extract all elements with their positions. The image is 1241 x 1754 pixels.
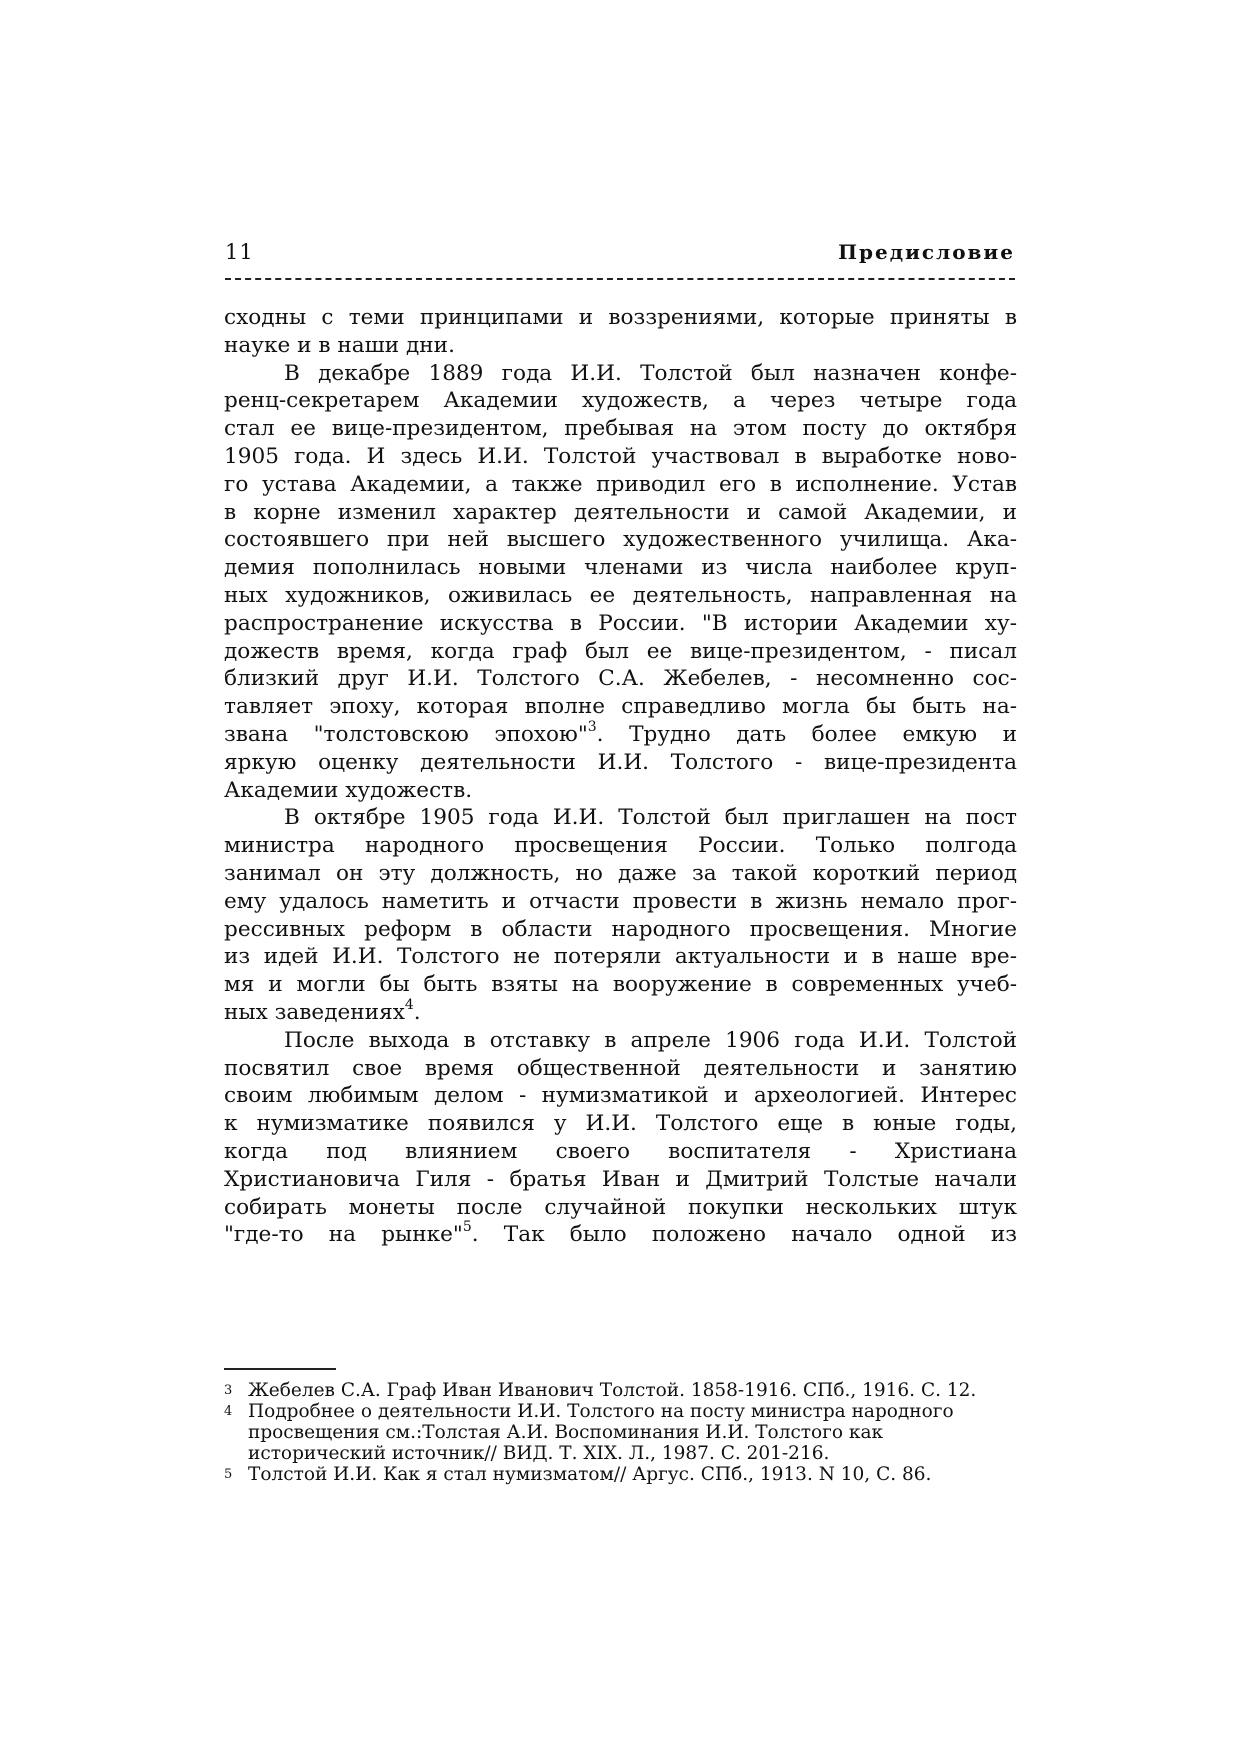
text-segment: . Так было положено начало одной из — [471, 1222, 1017, 1248]
footnote-text: Подробнее о деятельности И.И. Толстого на посту министра народного просвещения см.:Толстая А.И. Воспоминания И.И. Толстого как исторический источник// ВИД. Т. XIX. Л., 1987. С. 201-216. — [248, 1401, 954, 1464]
footnote-text: Толстой И.И. Как я стал нумизматом// Аргус. СПб., 1913. N 10, С. 86. — [248, 1464, 932, 1485]
text-line: тавляет эпоху, которая вполне справедливо могла бы быть на- — [224, 694, 1017, 720]
text-line: го устава Академии, а также приводил его в исполнение. Устав — [224, 471, 1017, 497]
text-line: дожеств время, когда граф был ее вице-президентом, - писал — [224, 638, 1017, 664]
page-number: 11 — [225, 240, 254, 264]
text-line: демия пополнилась новыми членами из числа наиболее круп- — [224, 555, 1017, 581]
text-line: ренц-секретарем Академии художеств, а через четыре года — [224, 388, 1017, 414]
text-line: После выхода в отставку в апреле 1906 года И.И. Толстой — [284, 1027, 1017, 1053]
footnote-mark: 3 — [224, 1383, 233, 1398]
text-segment: "где-то на рынке" — [224, 1222, 463, 1248]
footnote-ref-4: 4 — [404, 996, 414, 1013]
text-line: занимал он эту должность, но даже за такой короткий период — [224, 860, 1017, 886]
text-line: в корне изменил характер деятельности и самой Академии, и — [224, 499, 1017, 525]
text-line: яркую оценку деятельности И.И. Толстого - вице-президента — [224, 749, 1017, 775]
text-line: когда под влиянием своего воспитателя - Христиана — [224, 1138, 1017, 1164]
running-head — [225, 240, 1015, 270]
text-line: ных художников, оживилась ее деятельность, направленная на — [224, 582, 1017, 608]
footnote-divider — [224, 1368, 336, 1370]
text-line: близкий друг И.И. Толстого С.А. Жебелев, - несомненно сос- — [224, 666, 1017, 692]
text-line: ему удалось наметить и отчасти провести в жизнь немало прог- — [224, 888, 1017, 914]
text-line: 1905 года. И здесь И.И. Толстой участвовал в выработке ново- — [224, 443, 1017, 469]
footnote-mark: 5 — [224, 1467, 233, 1482]
text-line: Христиановича Гиля - братья Иван и Дмитрий Толстые начали — [224, 1166, 1017, 1192]
text-line: науке и в наши дни. — [224, 332, 455, 358]
text-line-with-footnote-ref — [224, 1221, 1017, 1249]
text-line-with-footnote-ref — [224, 996, 1017, 1027]
text-segment: ных заведениях — [224, 999, 405, 1025]
footnote-4 — [224, 1401, 1017, 1464]
footnote-5 — [224, 1464, 1017, 1485]
text-line: В декабре 1889 года И.И. Толстой был назначен конфе- — [284, 360, 1017, 386]
text-line: к нумизматике появился у И.И. Толстого еще в юные годы, — [224, 1111, 1017, 1137]
text-line: своим любимым делом - нумизматикой и археологией. Интерес — [224, 1083, 1017, 1109]
footnote-mark: 4 — [224, 1404, 233, 1419]
text-segment: . Трудно дать более емкую и — [596, 721, 1017, 747]
paragraph-1 — [224, 304, 1017, 360]
main-text — [224, 304, 1017, 1249]
footnote-text: Жебелев С.А. Граф Иван Иванович Толстой. 1858-1916. СПб., 1916. С. 12. — [248, 1380, 977, 1401]
text-line: стал ее вице-президентом, пребывая на этом посту до октября — [224, 416, 1017, 442]
text-segment: . — [413, 999, 421, 1025]
text-line: В октябре 1905 года И.И. Толстой был приглашен на пост — [284, 805, 1017, 831]
text-line: посвятил свое время общественной деятельности и занятию — [224, 1055, 1017, 1081]
paragraph-2 — [224, 360, 1017, 805]
text-line: Академии художеств. — [224, 777, 473, 803]
section-title: Предисловие — [838, 240, 1015, 264]
footnote-ref-5: 5 — [462, 1219, 472, 1236]
text-line: состоявшего при ней высшего художественного училища. Ака- — [224, 527, 1017, 553]
footnote-ref-3: 3 — [587, 718, 597, 735]
paragraph-4 — [224, 1027, 1017, 1249]
text-line: мя и могли бы быть взяты на вооружение в современных учеб- — [224, 972, 1017, 998]
text-line-with-footnote-ref — [224, 718, 1017, 749]
text-line: сходны с теми принципами и воззрениями, которые приняты в — [224, 305, 1017, 330]
text-segment: звана "толстовскою эпохою" — [224, 721, 588, 747]
header-divider — [225, 278, 1015, 280]
text-line: из идей И.И. Толстого не потеряли актуальности и в наше вре- — [224, 944, 1017, 970]
text-line: распространение искусства в России. "В истории Академии ху- — [224, 610, 1017, 636]
footnote-3 — [224, 1380, 1017, 1401]
paragraph-3 — [224, 804, 1017, 1026]
footnotes — [224, 1380, 1017, 1485]
text-line: рессивных реформ в области народного просвещения. Многие — [224, 916, 1017, 942]
text-line: министра народного просвещения России. Только полгода — [224, 833, 1017, 859]
text-line: собирать монеты после случайной покупки нескольких штук — [224, 1194, 1017, 1220]
